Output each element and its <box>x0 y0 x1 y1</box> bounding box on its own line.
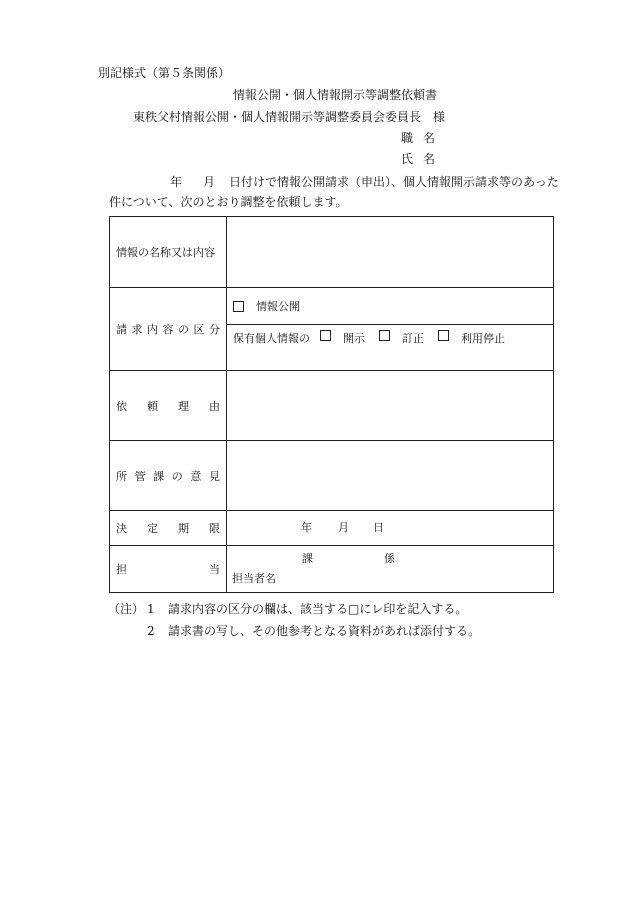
label-tanto-left: 担 <box>116 563 127 576</box>
label-opinion <box>110 441 227 511</box>
field-deadline[interactable] <box>227 511 554 546</box>
field-opinion[interactable] <box>227 441 554 511</box>
personal-info-label: 保有個人情報の <box>233 332 310 345</box>
label-reason-char: 理 <box>178 399 189 413</box>
label-opinion-char: 意 <box>190 469 202 483</box>
row-reason <box>110 371 554 441</box>
label-deadline <box>110 511 227 546</box>
label-request-kubun-char: の <box>178 323 189 336</box>
shi-mei-char: 名 <box>423 152 436 166</box>
note1-number: 1 <box>147 602 155 616</box>
note1-text: 請求内容の区分の欄は、該当する□にレ印を記入する。 <box>168 602 468 616</box>
checkbox-johokokai[interactable] <box>233 301 244 312</box>
form-label: 別記様式（第５条関係） <box>98 66 231 80</box>
option-johokokai[interactable] <box>227 288 553 324</box>
label-request-kubun-char: 求 <box>131 323 143 336</box>
tanto-kakari: 係 <box>384 552 395 565</box>
tanto-ka: 課 <box>302 552 313 565</box>
body-month: 月 <box>203 175 216 189</box>
option-kaiji-label: 開示 <box>343 332 365 345</box>
option-johokokai-label: 情報公開 <box>256 300 300 313</box>
deadline-year: 年 <box>301 521 312 534</box>
label-deadline-char: 定 <box>147 522 158 535</box>
deadline-month: 月 <box>338 521 349 534</box>
label-opinion-char: 課 <box>153 469 165 483</box>
note2-text: 請求書の写し、その他参考となる資料があれば添付する。 <box>168 624 481 638</box>
shoku-char: 職 <box>401 131 414 145</box>
tanto-person: 担当者名 <box>232 572 276 585</box>
checkbox-kaiji[interactable] <box>320 330 331 341</box>
label-tanto <box>110 546 227 593</box>
personal-info-options <box>227 324 553 370</box>
notes-prefix: （注） <box>108 602 145 616</box>
label-deadline-char: 期 <box>178 522 189 535</box>
body-line1: 日付けで情報公開請求（申出）、個人情報開示請求等のあった <box>229 175 559 189</box>
label-info-name-text: 情報の名称又は内容 <box>116 246 215 259</box>
addressee: 東秩父村情報公開・個人情報開示等調整委員会委員長 様 <box>133 110 446 124</box>
label-deadline-chars <box>116 520 226 536</box>
label-request-kubun-chars <box>116 321 226 337</box>
option-teishi-label: 利用停止 <box>461 332 505 345</box>
field-info-name[interactable] <box>227 217 554 288</box>
label-request-kubun-char: 区 <box>193 323 205 336</box>
shoku-mei-char: 名 <box>423 131 436 145</box>
label-reason-char: 頼 <box>147 399 158 413</box>
label-tanto-right: 当 <box>209 563 220 576</box>
label-opinion-chars <box>116 468 226 484</box>
deadline-day: 日 <box>373 521 384 534</box>
label-request-kubun <box>110 288 227 371</box>
label-reason-chars <box>116 398 226 414</box>
label-request-kubun-char: 分 <box>209 323 220 336</box>
row-info-name <box>110 217 554 288</box>
label-opinion-char: 管 <box>134 469 146 483</box>
label-request-kubun-char: 内 <box>147 323 158 336</box>
label-info-name <box>110 217 227 288</box>
checkbox-teishi[interactable] <box>438 330 449 341</box>
row-deadline <box>110 511 554 546</box>
label-opinion-char: の <box>171 469 183 483</box>
label-reason-char: 依 <box>116 399 127 413</box>
field-tanto[interactable] <box>227 546 554 593</box>
note2-number: 2 <box>147 624 155 638</box>
label-reason-char: 由 <box>209 399 220 413</box>
label-opinion-char: 所 <box>116 469 127 483</box>
label-request-kubun-char: 容 <box>162 323 174 336</box>
document-title: 情報公開・個人情報開示等調整依頼書 <box>233 88 438 102</box>
shi-char: 氏 <box>401 152 414 166</box>
field-reason[interactable] <box>227 371 554 441</box>
request-form-table <box>109 216 554 593</box>
field-request-kubun <box>227 288 554 371</box>
row-opinion <box>110 441 554 511</box>
body-year: 年 <box>170 175 183 189</box>
label-request-kubun-char: 請 <box>116 323 127 336</box>
label-opinion-char: 見 <box>208 469 220 483</box>
checkbox-teisei[interactable] <box>379 330 390 341</box>
option-teisei-label: 訂正 <box>402 332 424 345</box>
body-line2: 件について、次のとおり調整を依頼します。 <box>109 195 348 209</box>
row-request-kubun <box>110 288 554 371</box>
row-tanto <box>110 546 554 593</box>
label-deadline-char: 限 <box>209 522 220 535</box>
label-deadline-char: 決 <box>116 522 127 535</box>
label-reason <box>110 371 227 441</box>
